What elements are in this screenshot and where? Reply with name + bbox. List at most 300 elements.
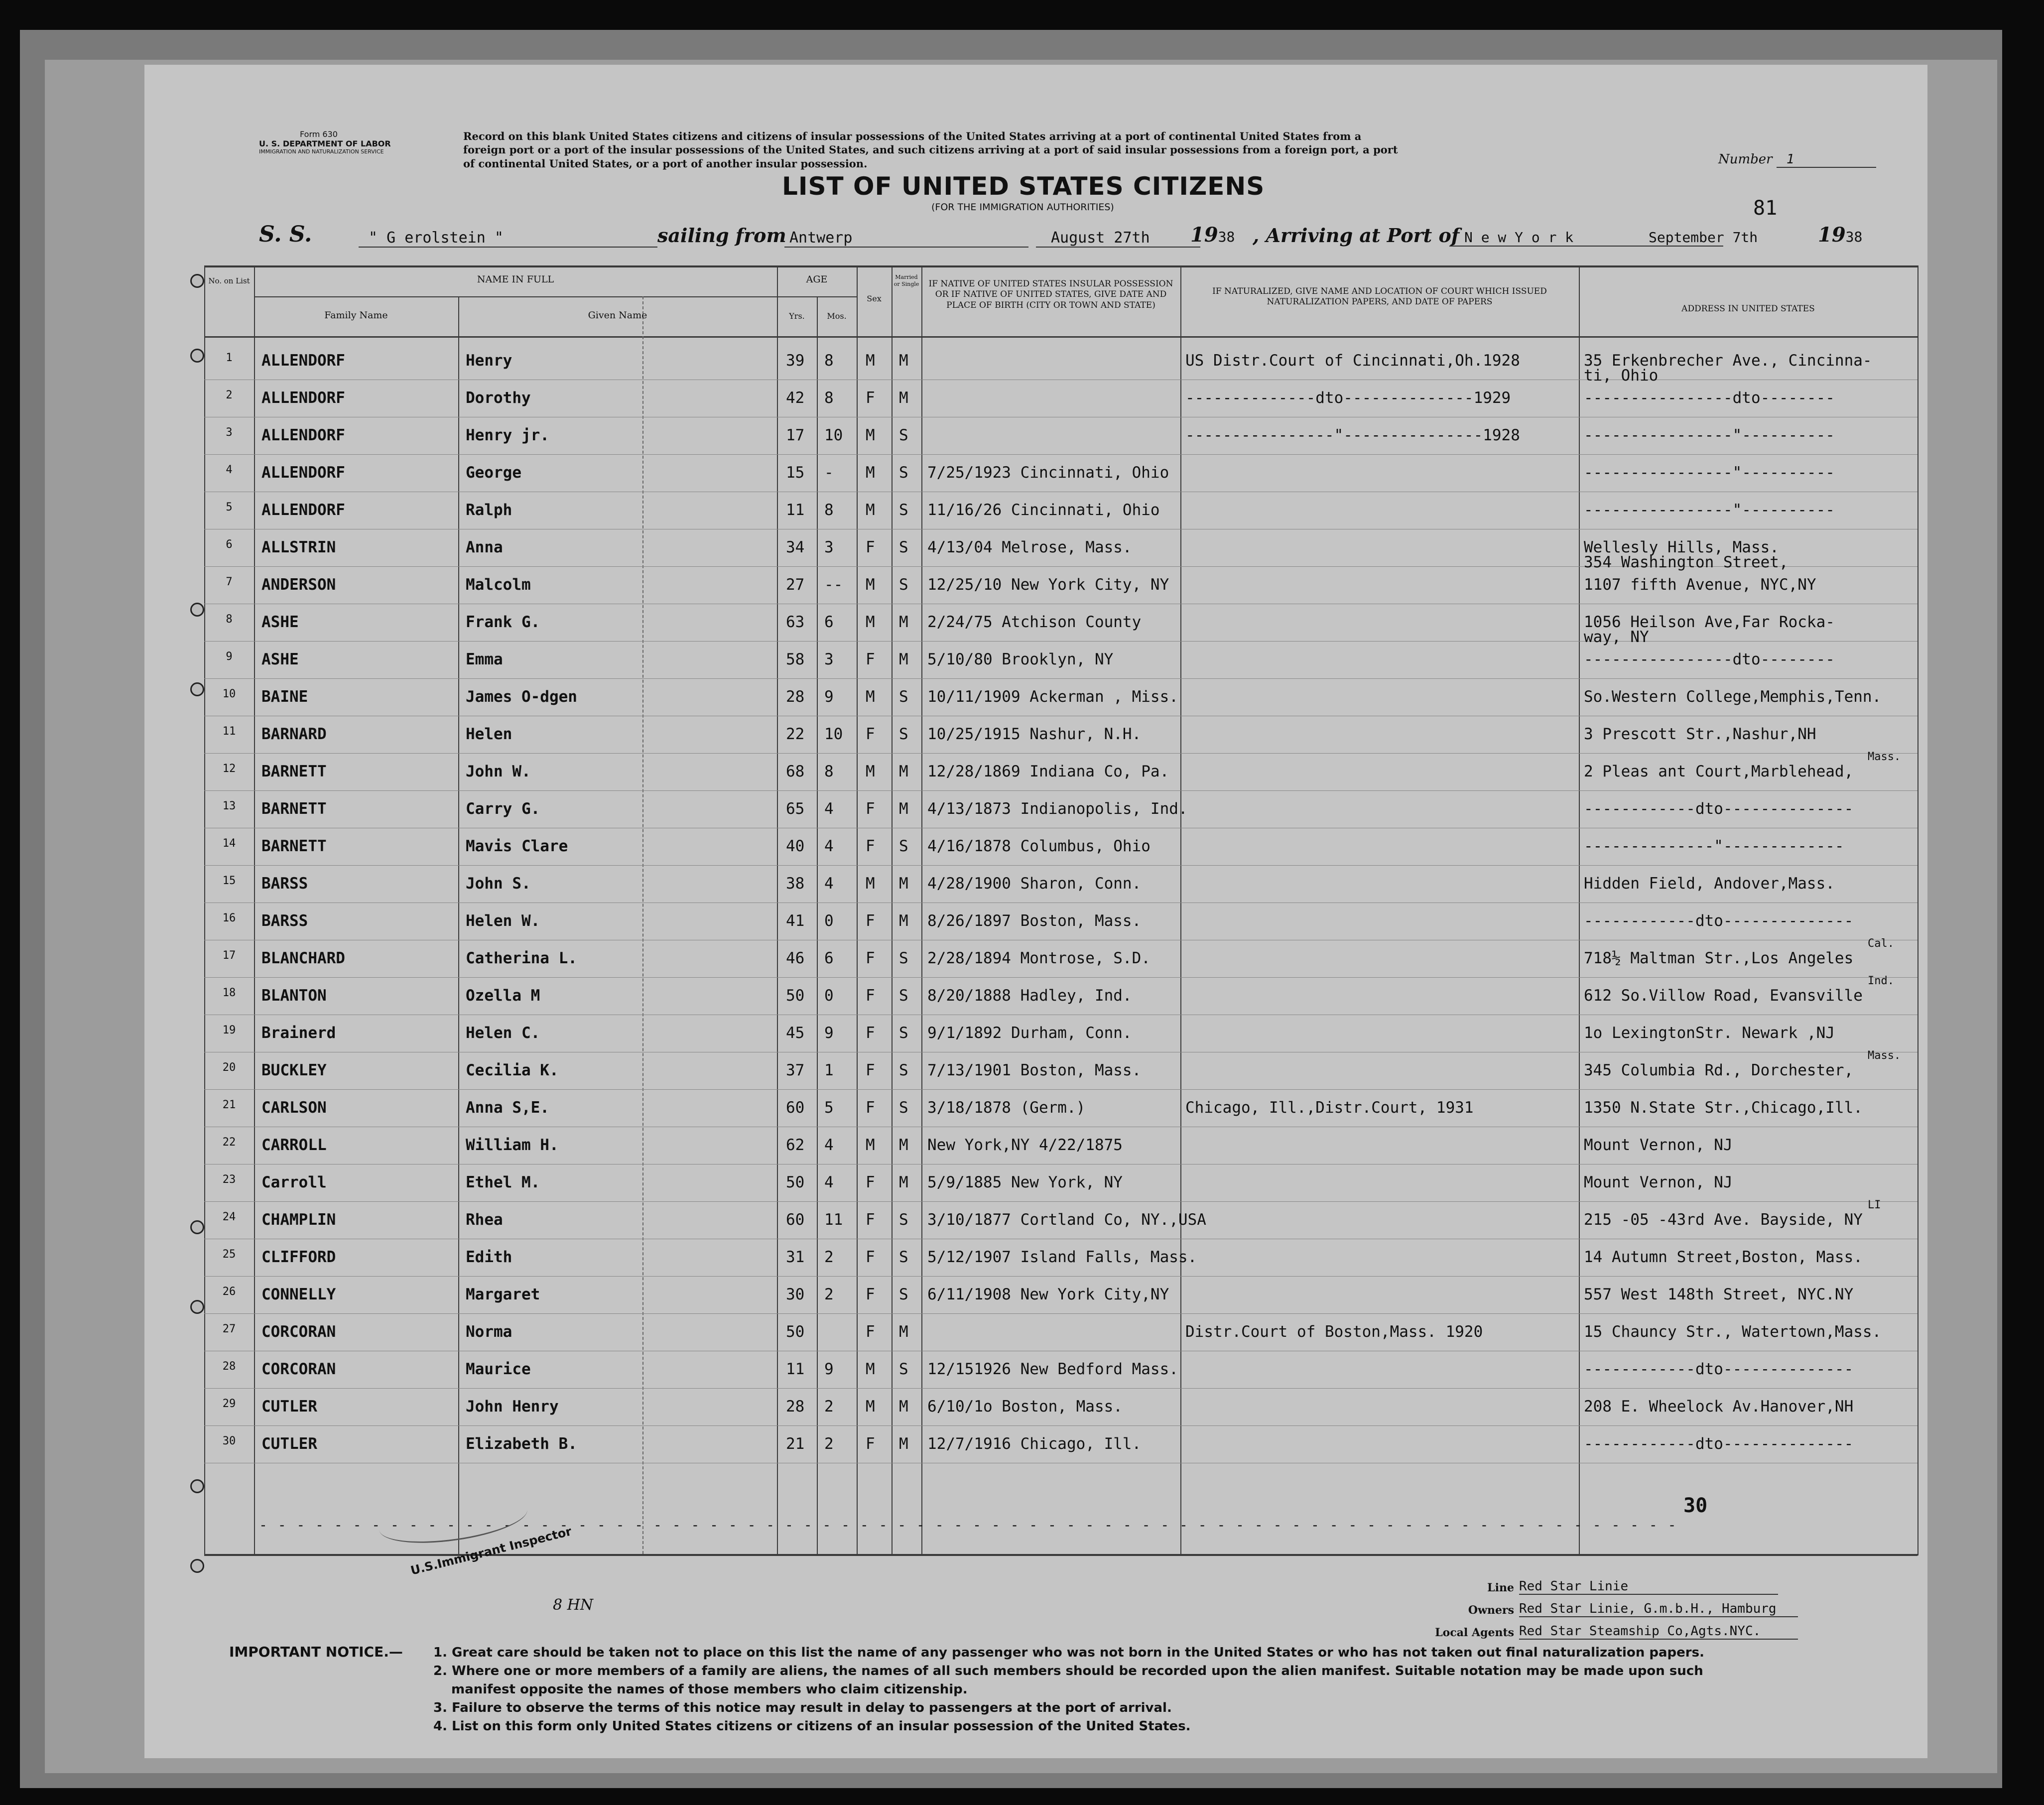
header-naturalized: IF NATURALIZED, GIVE NAME AND LOCATION OF COURT WHICH ISSUED NATURALIZATION PAPERS, AND DATE OF PAPERS: [1212, 286, 1547, 307]
birth-info: 6/10/1o Boston, Mass.: [927, 1398, 1123, 1416]
sex: F: [866, 650, 875, 668]
instruction-line: foreign port or a port of the insular possessions of the United States, and such citizens arriving at a port of said insular possessions from a foreign port, a port: [463, 143, 1398, 156]
arriving-label: , Arriving at Port of: [1253, 224, 1460, 247]
given-name: William H.: [466, 1136, 559, 1154]
passenger-no: 26: [222, 1286, 236, 1298]
marital-status: S: [899, 1248, 908, 1266]
sex: F: [866, 725, 875, 743]
passenger-no: 11: [222, 725, 236, 738]
notice-item: 2. Where one or more members of a family are aliens, the names of all such members should be recorded upon the alien manifest. Suitable notation may be made upon such: [433, 1663, 1703, 1678]
passenger-no: 10: [222, 688, 236, 700]
age-years: 39: [786, 352, 805, 370]
passenger-no: 21: [222, 1099, 236, 1111]
table-row: [144, 1432, 1927, 1462]
age-years: 41: [786, 912, 805, 930]
age-years: 15: [786, 464, 805, 482]
given-name: Frank G.: [466, 613, 540, 631]
marital-status: M: [899, 1136, 908, 1154]
naturalization-info: US Distr.Court of Cincinnati,Oh.1928: [1185, 352, 1520, 370]
family-name: ALLENDORF: [261, 352, 345, 370]
end-dashes: - - - - - - - - - - - - - - - - - - - - - - - - - - - - - - - - - - - - - - - - - - - - - - - - - - - - - - - - - - - - - - - - - - - - - - - - - - - -: [259, 1517, 1677, 1533]
given-name: Anna S,E.: [466, 1099, 549, 1117]
age-months: 0: [824, 987, 834, 1005]
family-name: CARROLL: [261, 1136, 327, 1154]
marital-status: S: [899, 1211, 908, 1229]
passenger-no: 19: [222, 1024, 236, 1036]
family-name: CARLSON: [261, 1099, 327, 1117]
sex: F: [866, 837, 875, 855]
form-id: [259, 129, 391, 155]
table-row: [144, 498, 1927, 528]
passenger-no: 1: [226, 352, 233, 364]
age-years: 22: [786, 725, 805, 743]
row-rule: [204, 977, 1917, 978]
passenger-no: 24: [222, 1211, 236, 1223]
table-row: [144, 872, 1927, 902]
family-name: BARSS: [261, 912, 308, 930]
passenger-no: 18: [222, 987, 236, 999]
us-address: 1350 N.State Str.,Chicago,Ill.: [1584, 1099, 1863, 1117]
age-months: 2: [824, 1248, 834, 1266]
marital-status: S: [899, 426, 908, 444]
family-name: BARNETT: [261, 800, 327, 818]
given-name: Mavis Clare: [466, 837, 568, 855]
age-months: 9: [824, 688, 834, 706]
family-name: CORCORAN: [261, 1323, 336, 1341]
us-address: 35 Erkenbrecher Ave., Cincinna-: [1584, 352, 1872, 370]
birth-info: 2/24/75 Atchison County: [927, 613, 1142, 631]
birth-info: 3/10/1877 Cortland Co, NY.,USA: [927, 1211, 1206, 1229]
page-subtitle: (FOR THE IMMIGRATION AUTHORITIES): [931, 202, 1114, 213]
birth-info: 4/28/1900 Sharon, Conn.: [927, 875, 1142, 893]
inspector-stamp: U.S.Immigrant Inspector: [409, 1524, 573, 1578]
form-instructions: [463, 129, 1398, 170]
given-name: John Henry: [466, 1398, 559, 1416]
given-name: Rhea: [466, 1211, 503, 1229]
us-address: ------------dto--------------: [1584, 1360, 1854, 1378]
age-months: 8: [824, 501, 834, 519]
page-number: 81: [1753, 197, 1778, 220]
age-years: 17: [786, 426, 805, 444]
table-row: [144, 1021, 1927, 1051]
notice-items: [433, 1644, 1704, 1736]
given-name: Emma: [466, 650, 503, 668]
table-row: [144, 349, 1927, 385]
age-years: 45: [786, 1024, 805, 1042]
age-months: 9: [824, 1360, 834, 1378]
punch-hole-icon: [190, 1559, 204, 1573]
marital-status: M: [899, 763, 908, 780]
given-name: Maurice: [466, 1360, 531, 1378]
table-row: [144, 751, 1927, 789]
passenger-no: 5: [226, 501, 233, 514]
birth-info: 6/11/1908 New York City,NY: [927, 1286, 1169, 1303]
given-name: Cecilia K.: [466, 1061, 559, 1079]
family-name: CONNELLY: [261, 1286, 336, 1303]
us-address: 557 West 148th Street, NYC.NY: [1584, 1286, 1854, 1303]
row-rule: [204, 1425, 1917, 1426]
us-address: 208 E. Wheelock Av.Hanover,NH: [1584, 1398, 1854, 1416]
us-address: 345 Columbia Rd., Dorchester,: [1584, 1061, 1854, 1079]
header-name-in-full: NAME IN FULL: [477, 274, 554, 285]
given-name: Margaret: [466, 1286, 540, 1303]
us-address: ----------------"----------: [1584, 501, 1835, 519]
given-name: Edith: [466, 1248, 512, 1266]
marital-status: S: [899, 1360, 908, 1378]
given-name: Ethel M.: [466, 1173, 540, 1191]
us-address: 718½ Maltman Str.,Los Angeles: [1584, 949, 1854, 967]
age-months: 8: [824, 352, 834, 370]
age-months: 4: [824, 1173, 834, 1191]
sex: F: [866, 800, 875, 818]
age-years: 21: [786, 1435, 805, 1453]
table-row: [144, 937, 1927, 976]
family-name: BLANCHARD: [261, 949, 345, 967]
notice-item: 3. Failure to observe the terms of this notice may result in delay to passengers at the port of arrival.: [433, 1700, 1172, 1715]
given-name: Henry jr.: [466, 426, 549, 444]
sex: F: [866, 912, 875, 930]
sex: M: [866, 1398, 875, 1416]
us-address: 2 Pleas ant Court,Marblehead,: [1584, 763, 1854, 780]
age-years: 63: [786, 613, 805, 631]
age-months: 0: [824, 912, 834, 930]
form-number: Form 630: [300, 129, 338, 139]
given-name: Helen C.: [466, 1024, 540, 1042]
age-months: 2: [824, 1398, 834, 1416]
us-address: Mount Vernon, NJ: [1584, 1173, 1733, 1191]
notice-item: 4. List on this form only United States citizens or citizens of an insular possession of the United States.: [433, 1718, 1191, 1734]
given-name: Helen: [466, 725, 512, 743]
row-rule: [204, 865, 1917, 866]
age-months: -: [824, 464, 834, 482]
sex: M: [866, 576, 875, 594]
us-address: ------------dto--------------: [1584, 912, 1854, 930]
age-years: 58: [786, 650, 805, 668]
sex: F: [866, 538, 875, 556]
us-address: 1107 fifth Avenue, NYC,NY: [1584, 576, 1816, 594]
age-months: 3: [824, 650, 834, 668]
us-address: ----------------dto--------: [1584, 650, 1835, 668]
passenger-no: 25: [222, 1248, 236, 1261]
table-row: [144, 1283, 1927, 1312]
given-name: John W.: [466, 763, 531, 780]
marital-status: S: [899, 501, 908, 519]
age-months: 2: [824, 1286, 834, 1303]
us-address: ------------dto--------------: [1584, 800, 1854, 818]
ship-name: " G erolstein ": [359, 229, 657, 248]
birth-info: 4/13/1873 Indianopolis, Ind.: [927, 800, 1188, 818]
us-address: ------------dto--------------: [1584, 1435, 1854, 1453]
age-months: 5: [824, 1099, 834, 1117]
year-arrived: 38: [1845, 229, 1863, 245]
birth-info: 3/18/1878 (Germ.): [927, 1099, 1086, 1117]
table-row: [144, 1357, 1927, 1387]
sex: M: [866, 426, 875, 444]
age-years: 50: [786, 987, 805, 1005]
header-address: ADDRESS IN UNITED STATES: [1681, 304, 1815, 314]
given-name: George: [466, 464, 521, 482]
us-address-line2: Ind.: [1868, 975, 1894, 987]
marital-status: S: [899, 837, 908, 855]
sex: F: [866, 949, 875, 967]
sex: F: [866, 1286, 875, 1303]
birth-info: New York,NY 4/22/1875: [927, 1136, 1123, 1154]
table-row: [144, 535, 1927, 571]
age-months: 1: [824, 1061, 834, 1079]
marital-status: S: [899, 538, 908, 556]
family-name: BAINE: [261, 688, 308, 706]
table-row: [144, 975, 1927, 1014]
sex: F: [866, 1211, 875, 1229]
given-name: Carry G.: [466, 800, 540, 818]
age-years: 37: [786, 1061, 805, 1079]
birth-info: 5/10/80 Brooklyn, NY: [927, 650, 1114, 668]
age-years: 30: [786, 1286, 805, 1303]
header-family-name: Family Name: [324, 310, 388, 321]
row-rule: [204, 902, 1917, 903]
marital-status: S: [899, 949, 908, 967]
instruction-line: of continental United States, or a port of another insular possession.: [463, 157, 868, 170]
header-no: No. on List: [208, 276, 250, 285]
passenger-no: 12: [222, 763, 236, 775]
us-address: --------------"-------------: [1584, 837, 1844, 855]
row-rule: [204, 1276, 1917, 1277]
sex: F: [866, 1099, 875, 1117]
family-name: BARNETT: [261, 837, 327, 855]
given-name: James O-dgen: [466, 688, 577, 706]
sex: M: [866, 464, 875, 482]
age-years: 40: [786, 837, 805, 855]
age-months: 4: [824, 875, 834, 893]
table-row: [144, 685, 1927, 715]
sex: F: [866, 1248, 875, 1266]
us-address: 215 -05 -43rd Ave. Bayside, NY: [1584, 1211, 1863, 1229]
sailing-from-label: sailing from: [657, 224, 786, 247]
form-dept: U. S. DEPARTMENT OF LABOR: [259, 139, 391, 148]
us-address: So.Western College,Memphis,Tenn.: [1584, 688, 1882, 706]
passenger-no: 15: [222, 875, 236, 887]
marital-status: S: [899, 1061, 908, 1079]
age-years: 50: [786, 1323, 805, 1341]
birth-info: 4/16/1878 Columbus, Ohio: [927, 837, 1150, 855]
header-given-name: Given Name: [588, 310, 647, 321]
header-birth: IF NATIVE OF UNITED STATES INSULAR POSSESSION OR IF NATIVE OF UNITED STATES, GIVE DATE AND PLACE OF BIRTH (CITY OR TOWN AND STATE): [928, 279, 1173, 310]
us-address: ----------------"----------: [1584, 426, 1835, 444]
marital-status: M: [899, 875, 908, 893]
age-years: 60: [786, 1099, 805, 1117]
marital-status: S: [899, 1286, 908, 1303]
family-name: ALLENDORF: [261, 464, 345, 482]
family-name: CLIFFORD: [261, 1248, 336, 1266]
birth-info: 8/20/1888 Hadley, Ind.: [927, 987, 1132, 1005]
age-months: 2: [824, 1435, 834, 1453]
family-name: Brainerd: [261, 1024, 336, 1042]
sex: M: [866, 352, 875, 370]
agents-value: Red Star Steamship Co,Agts.NYC.: [1519, 1624, 1798, 1640]
us-address: Wellesly Hills, Mass.: [1584, 538, 1779, 556]
marital-status: M: [899, 912, 908, 930]
table-row: [144, 797, 1927, 827]
passenger-no: 17: [222, 949, 236, 962]
age-years: 62: [786, 1136, 805, 1154]
passenger-no: 14: [222, 837, 236, 850]
us-address: 1056 Heilson Ave,Far Rocka-: [1584, 613, 1835, 631]
age-years: 50: [786, 1173, 805, 1191]
sex: M: [866, 501, 875, 519]
us-address: Hidden Field, Andover,Mass.: [1584, 875, 1835, 893]
sex: F: [866, 1173, 875, 1191]
family-name: ANDERSON: [261, 576, 336, 594]
sex: F: [866, 1024, 875, 1042]
birth-info: 7/25/1923 Cincinnati, Ohio: [927, 464, 1169, 482]
age-months: --: [824, 576, 843, 594]
header-bottom-rule: [204, 336, 1917, 338]
family-name: ASHE: [261, 613, 299, 631]
punch-hole-icon: [190, 1479, 204, 1493]
table-row: [144, 1395, 1927, 1424]
passenger-no: 28: [222, 1360, 236, 1373]
age-months: 4: [824, 800, 834, 818]
age-months: 6: [824, 613, 834, 631]
family-name: BARNETT: [261, 763, 327, 780]
naturalization-info: Chicago, Ill.,Distr.Court, 1931: [1185, 1099, 1474, 1117]
birth-info: 4/13/04 Melrose, Mass.: [927, 538, 1132, 556]
age-months: 9: [824, 1024, 834, 1042]
passenger-no: 7: [226, 576, 233, 588]
passenger-no: 22: [222, 1136, 236, 1149]
birth-info: 9/1/1892 Durham, Conn.: [927, 1024, 1132, 1042]
passenger-no: 29: [222, 1398, 236, 1410]
age-months: 4: [824, 1136, 834, 1154]
us-address-line2: LI: [1868, 1199, 1881, 1211]
sex: M: [866, 1136, 875, 1154]
birth-info: 8/26/1897 Boston, Mass.: [927, 912, 1142, 930]
us-address: 3 Prescott Str.,Nashur,NH: [1584, 725, 1816, 743]
us-address-line2: Mass.: [1868, 1049, 1901, 1062]
age-years: 68: [786, 763, 805, 780]
sex: F: [866, 1435, 875, 1453]
family-name: ASHE: [261, 650, 299, 668]
year-prefix: 19: [1190, 223, 1218, 247]
marital-status: M: [899, 352, 908, 370]
naturalization-info: Distr.Court of Boston,Mass. 1920: [1185, 1323, 1483, 1341]
passenger-no: 9: [226, 650, 233, 663]
agents-label: Local Agents: [1435, 1626, 1514, 1639]
birth-info: 5/9/1885 New York, NY: [927, 1173, 1123, 1191]
line-value: Red Star Linie: [1519, 1579, 1778, 1595]
sex: M: [866, 1360, 875, 1378]
age-months: 4: [824, 837, 834, 855]
page-title: LIST OF UNITED STATES CITIZENS: [782, 172, 1265, 201]
birth-info: 12/151926 New Bedford Mass.: [927, 1360, 1178, 1378]
age-months: 8: [824, 763, 834, 780]
marital-status: M: [899, 1398, 908, 1416]
date-arrived: September 7th: [1649, 229, 1758, 246]
birth-info: 10/25/1915 Nashur, N.H.: [927, 725, 1142, 743]
year-prefix: 19: [1818, 223, 1846, 247]
passenger-no: 30: [222, 1435, 236, 1447]
family-name: BARSS: [261, 875, 308, 893]
family-name: CORCORAN: [261, 1360, 336, 1378]
number-value: 1: [1777, 152, 1876, 168]
marital-status: M: [899, 650, 908, 668]
table-row: [144, 722, 1927, 752]
age-years: 27: [786, 576, 805, 594]
sex: F: [866, 1061, 875, 1079]
sex: F: [866, 389, 875, 407]
us-address-line2: ti, Ohio: [1584, 367, 1659, 385]
table-row: [144, 1199, 1927, 1238]
sex: F: [866, 987, 875, 1005]
birth-info: 2/28/1894 Montrose, S.D.: [927, 949, 1150, 967]
family-name: BARNARD: [261, 725, 327, 743]
us-address-line2: way, NY: [1584, 628, 1649, 646]
punch-hole-icon: [190, 274, 204, 288]
notice-item: 1. Great care should be taken not to place on this list the name of any passenger who was not born in the United States or who has not taken out final naturalization papers.: [433, 1645, 1704, 1660]
sex: M: [866, 688, 875, 706]
table-row: [144, 573, 1927, 603]
notice-item: manifest opposite the names of those members who claim citizenship.: [451, 1681, 968, 1697]
given-name: Henry: [466, 352, 512, 370]
table-row: [144, 1245, 1927, 1275]
age-years: 28: [786, 1398, 805, 1416]
us-address-line2: Cal.: [1868, 937, 1894, 950]
row-rule: [204, 1313, 1917, 1314]
year-sailed: 38: [1218, 229, 1235, 245]
family-name: CHAMPLIN: [261, 1211, 336, 1229]
age-years: 11: [786, 501, 805, 519]
family-name: CUTLER: [261, 1398, 317, 1416]
table-row: [144, 1049, 1927, 1088]
family-name: BLANTON: [261, 987, 327, 1005]
name-subheader-rule: [254, 296, 777, 297]
marital-status: M: [899, 613, 908, 631]
table-row: [144, 423, 1927, 453]
birth-info: 10/11/1909 Ackerman , Miss.: [927, 688, 1178, 706]
row-rule: [204, 1388, 1917, 1389]
passenger-no: 4: [226, 464, 233, 476]
ss-label: S. S.: [259, 222, 312, 247]
family-name: BUCKLEY: [261, 1061, 327, 1079]
given-name: Elizabeth B.: [466, 1435, 577, 1453]
us-address: ----------------dto--------: [1584, 389, 1835, 407]
marital-status: S: [899, 1099, 908, 1117]
row-rule: [204, 753, 1917, 754]
age-months: 3: [824, 538, 834, 556]
number-label: Number: [1718, 152, 1773, 167]
age-years: 11: [786, 1360, 805, 1378]
instruction-line: Record on this blank United States citizens and citizens of insular possessions of the United States arriving at a port of continental United States from a: [463, 130, 1362, 142]
sex: M: [866, 613, 875, 631]
marital-status: S: [899, 464, 908, 482]
family-name: CUTLER: [261, 1435, 317, 1453]
passenger-no: 13: [222, 800, 236, 812]
date-sailed: August 27th: [1036, 229, 1200, 248]
us-address-line2: 354 Washington Street,: [1584, 553, 1788, 571]
naturalization-info: --------------dto--------------1929: [1185, 389, 1511, 407]
age-months: 8: [824, 389, 834, 407]
us-address: 612 So.Villow Road, Evansville: [1584, 987, 1863, 1005]
row-rule: [204, 790, 1917, 791]
given-name: Malcolm: [466, 576, 531, 594]
table-row: [144, 1170, 1927, 1200]
age-years: 31: [786, 1248, 805, 1266]
passenger-no: 8: [226, 613, 233, 626]
header-mos: Mos.: [827, 311, 847, 321]
us-address: 14 Autumn Street,Boston, Mass.: [1584, 1248, 1863, 1266]
row-rule: [204, 1201, 1917, 1202]
port-to: N e w Y o r k: [1449, 229, 1723, 247]
